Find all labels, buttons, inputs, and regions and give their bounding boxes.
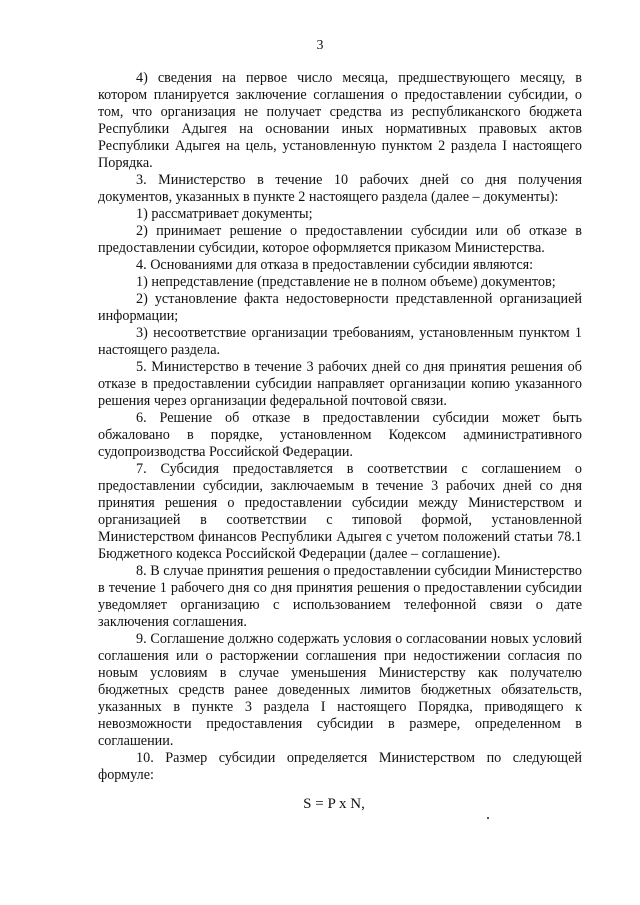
paragraph-4-sub4: 4) сведения на первое число месяца, предшествующего месяцу, в котором планируется заключение соглашения о предоставлении субсидии, о том, что организация не получает средства из республиканского бюджета Республики Адыгея на основании иных нормативных правовых актов Республики Адыгея на цель, установленную пунктом 2 раздела I настоящего Порядка.: [98, 70, 582, 171]
subsidy-formula: S = P x N,: [303, 796, 365, 812]
paragraph-6: 6. Решение об отказе в предоставлении субсидии может быть обжаловано в порядке, установленном Кодексом административного судопроизводства Российской Федерации.: [98, 410, 582, 460]
paragraph-4: 4. Основаниями для отказа в предоставлении субсидии являются:: [136, 257, 534, 273]
paragraph-10: 10. Размер субсидии определяется Министерством по следующей формуле:: [98, 750, 582, 783]
paragraph-4-item1: 1) непредставление (представление не в полном объеме) документов;: [136, 274, 556, 290]
body-text: [98, 70, 582, 784]
paragraph-8: 8. В случае принятия решения о предоставлении субсидии Министерство в течение 1 рабочего дня со дня принятия решения о предоставлении субсидии уведомляет организацию с использованием телефонной связи о дате заключения соглашения.: [98, 563, 582, 630]
paragraph-4-item3: 3) несоответствие организации требованиям, установленным пунктом 1 настоящего раздела.: [98, 325, 582, 358]
paragraph-3-sub1: 1) рассматривает документы;: [136, 206, 313, 222]
paragraph-7: 7. Субсидия предоставляется в соответствии с соглашением о предоставлении субсидии, заключаемым в течение 3 рабочих дней со дня принятия решения о предоставлении субсидии между Министерством и организацией в соответствии с типовой формой, установленной Министерством финансов Республики Адыгея с учетом положений статьи 78.1 Бюджетного кодекса Российской Федерации (далее – соглашение).: [98, 461, 582, 562]
paragraph-4-item2: 2) установление факта недостоверности представленной организацией информации;: [98, 291, 582, 324]
paragraph-3: 3. Министерство в течение 10 рабочих дней со дня получения документов, указанных в пункте 2 настоящего раздела (далее – документы):: [98, 172, 582, 205]
scan-mark: [487, 817, 489, 819]
paragraph-5: 5. Министерство в течение 3 рабочих дней со дня принятия решения об отказе в предоставлении субсидии направляет организации копию указанного решения через организации федеральной почтовой связи.: [98, 359, 582, 409]
paragraph-3-sub2: 2) принимает решение о предоставлении субсидии или об отказе в предоставлении субсидии, которое оформляется приказом Министерства.: [98, 223, 582, 256]
paragraph-9: 9. Соглашение должно содержать условия о согласовании новых условий соглашения или о расторжении соглашения при недостижении согласия по новым условиям в случае уменьшения Министерству как получателю бюджетных средств ранее доведенных лимитов бюджетных обязательств, указанных в пункте 3 раздела I настоящего Порядка, приводящего к невозможности предоставления субсидии в размере, определенном в соглашении.: [98, 631, 582, 749]
page-number: 3: [316, 38, 324, 53]
